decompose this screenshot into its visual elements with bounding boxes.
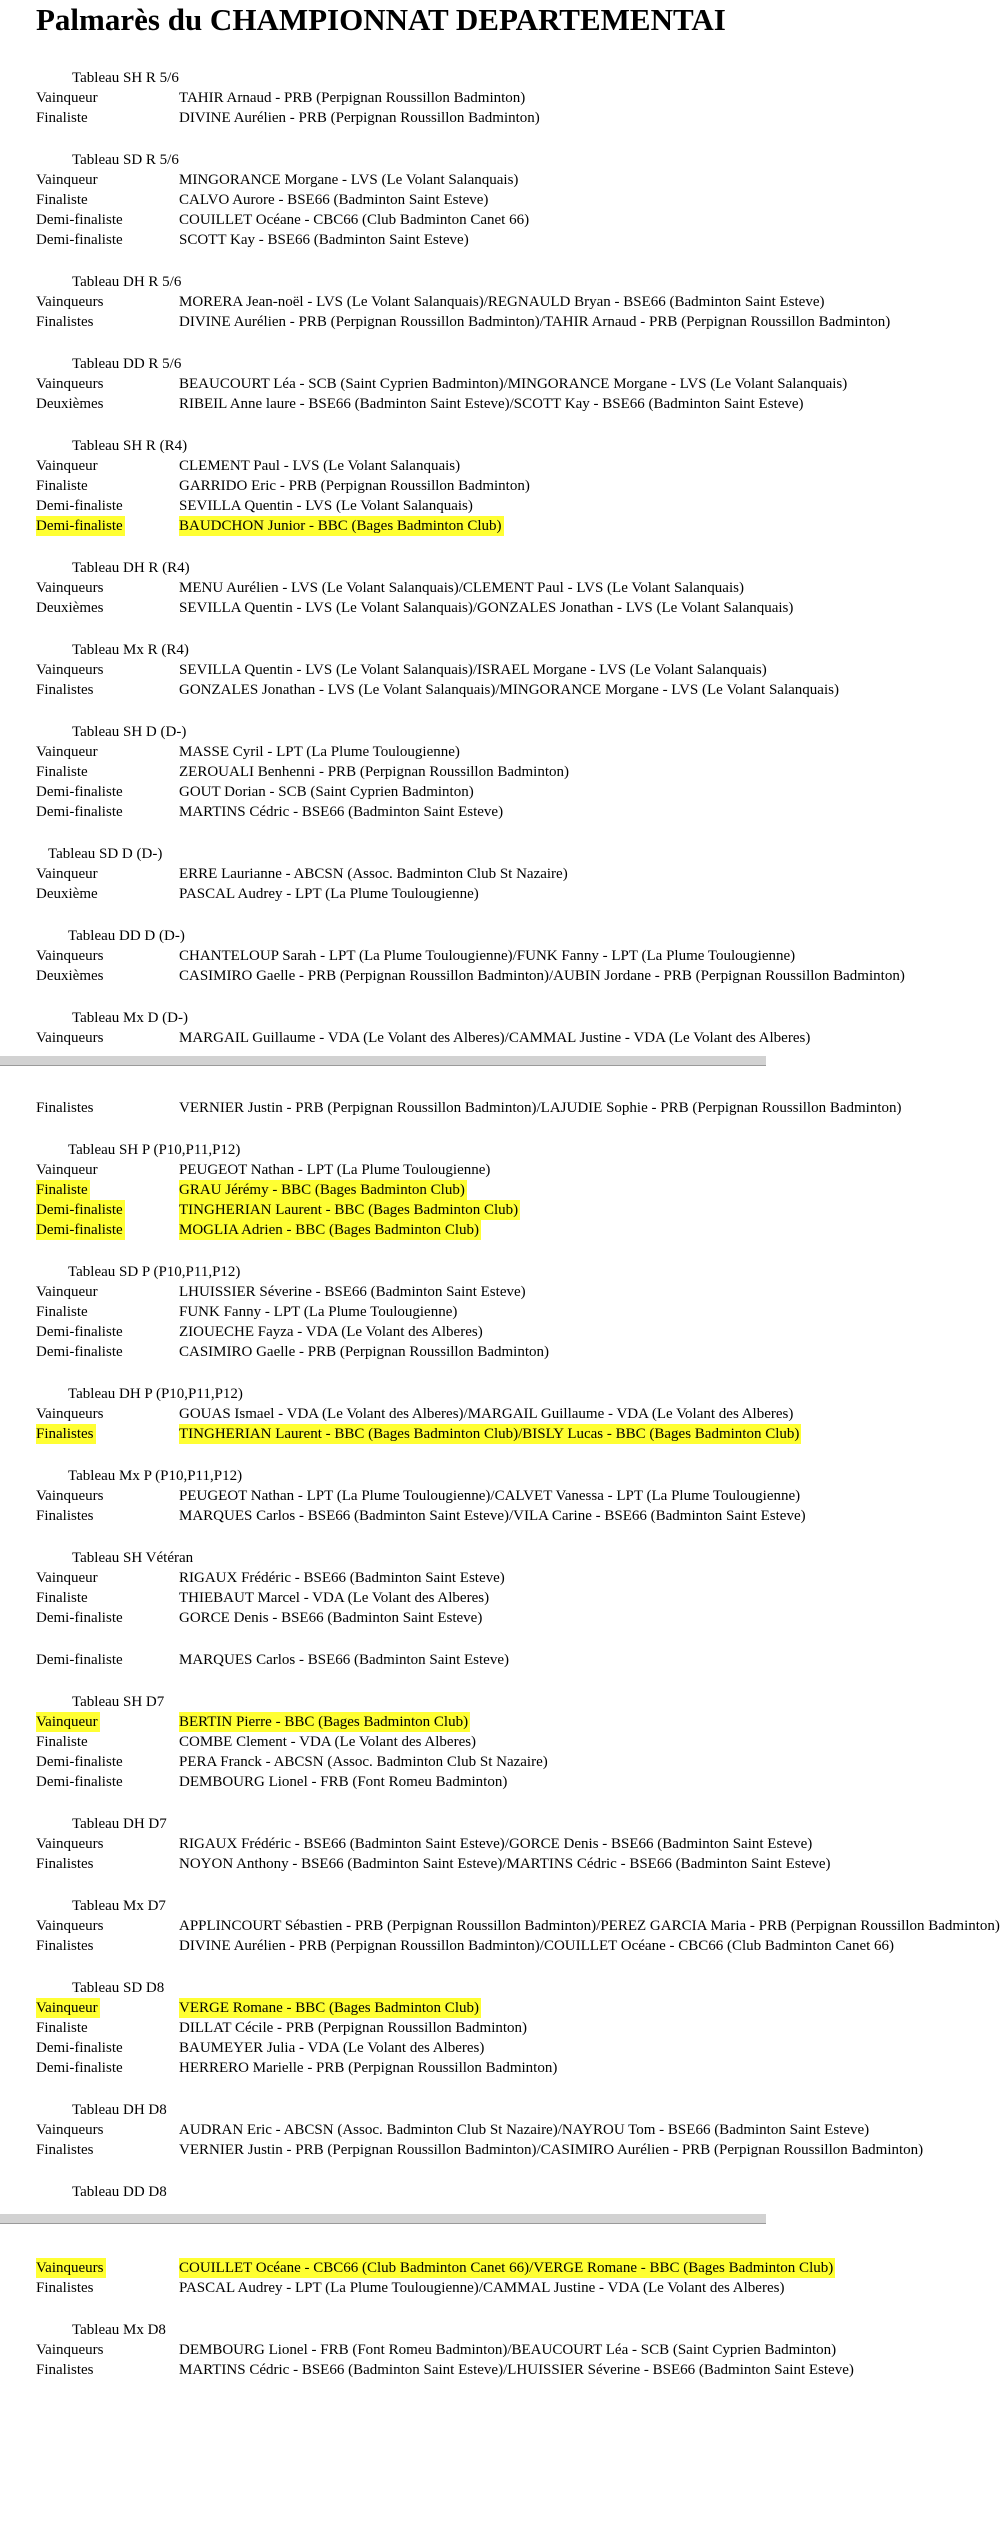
result-role: Finalistes [36, 1426, 94, 1442]
section-title: Tableau SD R 5/6 [72, 152, 179, 168]
result-role: Vainqueurs [36, 1406, 104, 1422]
result-role: Finalistes [36, 314, 94, 330]
result-role: Finaliste [36, 1734, 88, 1750]
result-row [36, 1342, 788, 1362]
result-player: BEAUCOURT Léa - SCB (Saint Cyprien Badminton)/MINGORANCE Morgane - LVS (Le Volant Salanquais) [179, 376, 848, 392]
section-title: Tableau DD D (D-) [68, 928, 185, 944]
result-row [36, 1834, 813, 1854]
section-title: Tableau DH R 5/6 [72, 274, 182, 290]
result-role: Demi-finaliste [36, 518, 123, 534]
result-player: TAHIR Arnaud - PRB (Perpignan Roussillon Badminton) [179, 90, 526, 106]
result-role: Demi-finaliste [36, 804, 123, 820]
result-player: CHANTELOUP Sarah - LPT (La Plume Toulougienne)/FUNK Fanny - LPT (La Plume Toulougienne) [179, 948, 796, 964]
result-row [36, 1568, 788, 1588]
result-row [36, 394, 804, 414]
section-title: Tableau DH R (R4) [72, 560, 190, 576]
result-player: MASSE Cyril - LPT (La Plume Toulougienne) [179, 744, 460, 760]
section-title: Tableau SH R 5/6 [72, 70, 179, 86]
result-role: Vainqueur [36, 1714, 98, 1730]
result-role: Vainqueurs [36, 294, 104, 310]
result-role: Vainqueurs [36, 2122, 104, 2138]
result-role: Demi-finaliste [36, 1754, 123, 1770]
result-row [36, 762, 788, 782]
result-player: LHUISSIER Séverine - BSE66 (Badminton Saint Esteve) [179, 1284, 526, 1300]
result-role: Vainqueurs [36, 1488, 104, 1504]
result-player: GORCE Denis - BSE66 (Badminton Saint Esteve) [179, 1610, 483, 1626]
page-title: Palmarès du CHAMPIONNAT DEPARTEMENTAI [36, 2, 726, 37]
section-title: Tableau DD R 5/6 [72, 356, 182, 372]
result-role: Vainqueurs [36, 1836, 104, 1852]
result-player: VERNIER Justin - PRB (Perpignan Roussillon Badminton)/LAJUDIE Sophie - PRB (Perpignan Roussillon Badminton) [179, 1100, 902, 1116]
result-role: Finalistes [36, 2280, 94, 2296]
result-player: BERTIN Pierre - BBC (Bages Badminton Club) [179, 1714, 469, 1730]
result-row [36, 2360, 854, 2380]
result-player: MORERA Jean-noël - LVS (Le Volant Salanquais)/REGNAULD Bryan - BSE66 (Badminton Saint Esteve) [179, 294, 825, 310]
result-role: Vainqueur [36, 172, 98, 188]
result-role: Demi-finaliste [36, 784, 123, 800]
result-role: Deuxièmes [36, 968, 104, 984]
result-player: MOGLIA Adrien - BBC (Bages Badminton Club) [179, 1222, 479, 1238]
result-row [36, 1752, 788, 1772]
section-title: Tableau Mx D (D-) [72, 1010, 188, 1026]
result-role: Finaliste [36, 1590, 88, 1606]
result-role: Finalistes [36, 1938, 94, 1954]
section-title: Tableau DH D7 [72, 1816, 167, 1832]
result-row [36, 170, 788, 190]
result-player: PERA Franck - ABCSN (Assoc. Badminton Club St Nazaire) [179, 1754, 548, 1770]
result-role: Vainqueur [36, 2000, 98, 2016]
result-player: GRAU Jérémy - BBC (Bages Badminton Club) [179, 1182, 465, 1198]
result-row [36, 946, 796, 966]
result-row [36, 210, 788, 230]
result-player: CALVO Aurore - BSE66 (Badminton Saint Esteve) [179, 192, 489, 208]
result-player: AUDRAN Eric - ABCSN (Assoc. Badminton Club St Nazaire)/NAYROU Tom - BSE66 (Badminton Saint Esteve) [179, 2122, 870, 2138]
result-row [36, 1028, 811, 1048]
result-row [36, 1220, 788, 1240]
result-row [36, 1936, 895, 1956]
result-row [36, 374, 848, 394]
result-row [36, 2340, 837, 2360]
result-row [36, 456, 788, 476]
result-role: Vainqueur [36, 744, 98, 760]
result-player: DIVINE Aurélien - PRB (Perpignan Roussillon Badminton) [179, 110, 540, 126]
result-row [36, 2258, 834, 2278]
result-player: ERRE Laurianne - ABCSN (Assoc. Badminton Club St Nazaire) [179, 866, 568, 882]
result-role: Demi-finaliste [36, 1222, 123, 1238]
result-role: Finaliste [36, 478, 88, 494]
page-break [0, 1056, 766, 1065]
section-title: Tableau DH P (P10,P11,P12) [68, 1386, 243, 1402]
section-title: Tableau SD D8 [72, 1980, 165, 1996]
result-player: SEVILLA Quentin - LVS (Le Volant Salanquais)/ISRAEL Morgane - LVS (Le Volant Salanquais) [179, 662, 767, 678]
section-title: Tableau Mx D8 [72, 2322, 166, 2338]
result-row [36, 1200, 788, 1220]
result-role: Vainqueurs [36, 376, 104, 392]
result-player: DILLAT Cécile - PRB (Perpignan Roussillon Badminton) [179, 2020, 528, 2036]
result-player: GONZALES Jonathan - LVS (Le Volant Salanquais)/MINGORANCE Morgane - LVS (Le Volant Salanquais) [179, 682, 839, 698]
result-role: Finaliste [36, 764, 88, 780]
result-role: Finalistes [36, 682, 94, 698]
result-row [36, 966, 905, 986]
result-row [36, 2278, 788, 2298]
result-role: Vainqueurs [36, 2260, 104, 2276]
result-player: CASIMIRO Gaelle - PRB (Perpignan Roussillon Badminton) [179, 1344, 549, 1360]
result-player: THIEBAUT Marcel - VDA (Le Volant des Alberes) [179, 1590, 490, 1606]
result-role: Demi-finaliste [36, 212, 123, 228]
result-row [36, 1650, 788, 1670]
result-player: MARQUES Carlos - BSE66 (Badminton Saint Esteve) [179, 1652, 509, 1668]
result-role: Finalistes [36, 1508, 94, 1524]
result-role: Vainqueurs [36, 948, 104, 964]
result-player: ZEROUALI Benhenni - PRB (Perpignan Roussillon Badminton) [179, 764, 569, 780]
result-player: RIGAUX Frédéric - BSE66 (Badminton Saint Esteve) [179, 1570, 505, 1586]
result-player: MINGORANCE Morgane - LVS (Le Volant Salanquais) [179, 172, 519, 188]
result-row [36, 1998, 788, 2018]
result-player: DEMBOURG Lionel - FRB (Font Romeu Badminton) [179, 1774, 508, 1790]
result-row [36, 2058, 788, 2078]
result-row [36, 1486, 801, 1506]
section-title: Tableau SH R (R4) [72, 438, 188, 454]
result-role: Finaliste [36, 192, 88, 208]
result-player: PEUGEOT Nathan - LPT (La Plume Toulougienne)/CALVET Vanessa - LPT (La Plume Toulougienne) [179, 1488, 801, 1504]
result-role: Vainqueurs [36, 1030, 104, 1046]
result-row [36, 1282, 788, 1302]
result-player: COUILLET Océane - CBC66 (Club Badminton Canet 66)/VERGE Romane - BBC (Bages Badminton Club) [179, 2260, 834, 2276]
result-role: Demi-finaliste [36, 498, 123, 514]
result-role: Demi-finaliste [36, 2060, 123, 2076]
result-row [36, 578, 788, 598]
result-player: TINGHERIAN Laurent - BBC (Bages Badminton Club)/BISLY Lucas - BBC (Bages Badminton Club) [179, 1426, 800, 1442]
result-row [36, 1404, 794, 1424]
result-role: Vainqueur [36, 1570, 98, 1586]
result-row [36, 1160, 788, 1180]
result-row [36, 864, 788, 884]
result-row [36, 1506, 806, 1526]
result-row [36, 660, 788, 680]
result-row [36, 1588, 788, 1608]
result-role: Finalistes [36, 2142, 94, 2158]
result-row [36, 742, 788, 762]
result-row [36, 88, 788, 108]
result-row [36, 1854, 831, 1874]
result-player: COMBE Clement - VDA (Le Volant des Alberes) [179, 1734, 477, 1750]
result-player: PASCAL Audrey - LPT (La Plume Toulougienne) [179, 886, 479, 902]
result-row [36, 1424, 800, 1444]
result-role: Vainqueur [36, 866, 98, 882]
result-player: BAUMEYER Julia - VDA (Le Volant des Alberes) [179, 2040, 485, 2056]
result-player: DEMBOURG Lionel - FRB (Font Romeu Badminton)/BEAUCOURT Léa - SCB (Saint Cyprien Badminton) [179, 2342, 837, 2358]
result-row [36, 1712, 788, 1732]
result-player: SEVILLA Quentin - LVS (Le Volant Salanquais) [179, 498, 473, 514]
result-player: MARTINS Cédric - BSE66 (Badminton Saint Esteve) [179, 804, 504, 820]
page-break-line [0, 1065, 766, 1066]
result-role: Deuxième [36, 886, 98, 902]
result-player: GARRIDO Eric - PRB (Perpignan Roussillon Badminton) [179, 478, 530, 494]
result-player: GOUT Dorian - SCB (Saint Cyprien Badminton) [179, 784, 474, 800]
result-role: Demi-finaliste [36, 1344, 123, 1360]
result-row [36, 782, 788, 802]
result-row [36, 230, 788, 250]
result-role: Demi-finaliste [36, 1202, 123, 1218]
result-role: Finalistes [36, 1856, 94, 1872]
result-role: Finalistes [36, 2362, 94, 2378]
result-row [36, 516, 788, 536]
result-row [36, 1098, 902, 1118]
result-player: APPLINCOURT Sébastien - PRB (Perpignan Roussillon Badminton)/PEREZ GARCIA Maria - PRB (Perpignan Roussillon Badminton) [179, 1918, 1000, 1934]
result-role: Demi-finaliste [36, 1652, 123, 1668]
result-role: Demi-finaliste [36, 1774, 123, 1790]
result-role: Demi-finaliste [36, 232, 123, 248]
result-player: MENU Aurélien - LVS (Le Volant Salanquais)/CLEMENT Paul - LVS (Le Volant Salanquais) [179, 580, 744, 596]
result-row [36, 312, 891, 332]
result-role: Finaliste [36, 110, 88, 126]
result-player: NOYON Anthony - BSE66 (Badminton Saint Esteve)/MARTINS Cédric - BSE66 (Badminton Saint Esteve) [179, 1856, 831, 1872]
result-row [36, 884, 788, 904]
result-row [36, 190, 788, 210]
result-player: MARTINS Cédric - BSE66 (Badminton Saint Esteve)/LHUISSIER Séverine - BSE66 (Badminton Saint Esteve) [179, 2362, 854, 2378]
result-role: Vainqueurs [36, 662, 104, 678]
section-title: Tableau SH D7 [72, 1694, 165, 1710]
result-player: MARGAIL Guillaume - VDA (Le Volant des Alberes)/CAMMAL Justine - VDA (Le Volant des Alberes) [179, 1030, 811, 1046]
result-player: BAUDCHON Junior - BBC (Bages Badminton Club) [179, 518, 502, 534]
result-row [36, 680, 839, 700]
result-row [36, 1302, 788, 1322]
result-row [36, 1772, 788, 1792]
result-role: Vainqueur [36, 1162, 98, 1178]
result-role: Vainqueurs [36, 580, 104, 596]
result-player: RIGAUX Frédéric - BSE66 (Badminton Saint Esteve)/GORCE Denis - BSE66 (Badminton Saint Esteve) [179, 1836, 813, 1852]
result-player: PASCAL Audrey - LPT (La Plume Toulougienne)/CAMMAL Justine - VDA (Le Volant des Alberes) [179, 2280, 785, 2296]
result-row [36, 292, 825, 312]
result-role: Deuxièmes [36, 396, 104, 412]
result-player: CASIMIRO Gaelle - PRB (Perpignan Roussillon Badminton)/AUBIN Jordane - PRB (Perpignan Roussillon Badminton) [179, 968, 905, 984]
result-row [36, 2120, 870, 2140]
result-role: Demi-finaliste [36, 2040, 123, 2056]
section-title: Tableau SD P (P10,P11,P12) [68, 1264, 241, 1280]
section-title: Tableau SD D (D-) [48, 846, 163, 862]
result-player: SCOTT Kay - BSE66 (Badminton Saint Esteve) [179, 232, 469, 248]
result-player: VERGE Romane - BBC (Bages Badminton Club) [179, 2000, 479, 2016]
result-row [36, 1180, 788, 1200]
result-role: Demi-finaliste [36, 1610, 123, 1626]
result-player: CLEMENT Paul - LVS (Le Volant Salanquais) [179, 458, 461, 474]
result-role: Vainqueur [36, 1284, 98, 1300]
result-player: DIVINE Aurélien - PRB (Perpignan Roussillon Badminton)/TAHIR Arnaud - PRB (Perpignan Roussillon Badminton) [179, 314, 891, 330]
page-break [0, 2214, 766, 2223]
result-row [36, 1322, 788, 1342]
section-title: Tableau Mx R (R4) [72, 642, 189, 658]
result-player: TINGHERIAN Laurent - BBC (Bages Badminton Club) [179, 1202, 519, 1218]
result-row [36, 1608, 788, 1628]
result-role: Finaliste [36, 2020, 88, 2036]
result-player: MARQUES Carlos - BSE66 (Badminton Saint Esteve)/VILA Carine - BSE66 (Badminton Saint Esteve) [179, 1508, 806, 1524]
section-title: Tableau DH D8 [72, 2102, 167, 2118]
result-row [36, 598, 794, 618]
result-player: SEVILLA Quentin - LVS (Le Volant Salanquais)/GONZALES Jonathan - LVS (Le Volant Salanquais) [179, 600, 794, 616]
result-row [36, 1732, 788, 1752]
section-title: Tableau SH P (P10,P11,P12) [68, 1142, 241, 1158]
section-title: Tableau SH Vétéran [72, 1550, 194, 1566]
result-role: Demi-finaliste [36, 1324, 123, 1340]
result-player: FUNK Fanny - LPT (La Plume Toulougienne) [179, 1304, 458, 1320]
result-player: ZIOUECHE Fayza - VDA (Le Volant des Alberes) [179, 1324, 483, 1340]
result-role: Finaliste [36, 1304, 88, 1320]
result-player: DIVINE Aurélien - PRB (Perpignan Roussillon Badminton)/COUILLET Océane - CBC66 (Club Badminton Canet 66) [179, 1938, 895, 1954]
result-role: Vainqueur [36, 458, 98, 474]
result-row [36, 496, 788, 516]
result-player: RIBEIL Anne laure - BSE66 (Badminton Saint Esteve)/SCOTT Kay - BSE66 (Badminton Saint Esteve) [179, 396, 804, 412]
result-role: Finaliste [36, 1182, 88, 1198]
result-role: Finalistes [36, 1100, 94, 1116]
result-player: HERRERO Marielle - PRB (Perpignan Roussillon Badminton) [179, 2060, 558, 2076]
result-row [36, 802, 788, 822]
result-row [36, 2038, 788, 2058]
page-break-line [0, 2223, 766, 2224]
result-role: Deuxièmes [36, 600, 104, 616]
result-player: VERNIER Justin - PRB (Perpignan Roussillon Badminton)/CASIMIRO Aurélien - PRB (Perpignan Roussillon Badminton) [179, 2142, 924, 2158]
result-player: COUILLET Océane - CBC66 (Club Badminton Canet 66) [179, 212, 530, 228]
result-row [36, 2140, 924, 2160]
result-row [36, 476, 788, 496]
result-role: Vainqueurs [36, 1918, 104, 1934]
result-role: Vainqueur [36, 90, 98, 106]
section-title: Tableau Mx P (P10,P11,P12) [68, 1468, 243, 1484]
result-player: PEUGEOT Nathan - LPT (La Plume Toulougienne) [179, 1162, 491, 1178]
result-row [36, 2018, 788, 2038]
result-player: GOUAS Ismael - VDA (Le Volant des Alberes)/MARGAIL Guillaume - VDA (Le Volant des Alberes) [179, 1406, 794, 1422]
section-title: Tableau Mx D7 [72, 1898, 166, 1914]
result-row [36, 108, 788, 128]
section-title: Tableau DD D8 [72, 2184, 167, 2200]
section-title: Tableau SH D (D-) [72, 724, 187, 740]
result-row [36, 1916, 1000, 1936]
result-role: Vainqueurs [36, 2342, 104, 2358]
